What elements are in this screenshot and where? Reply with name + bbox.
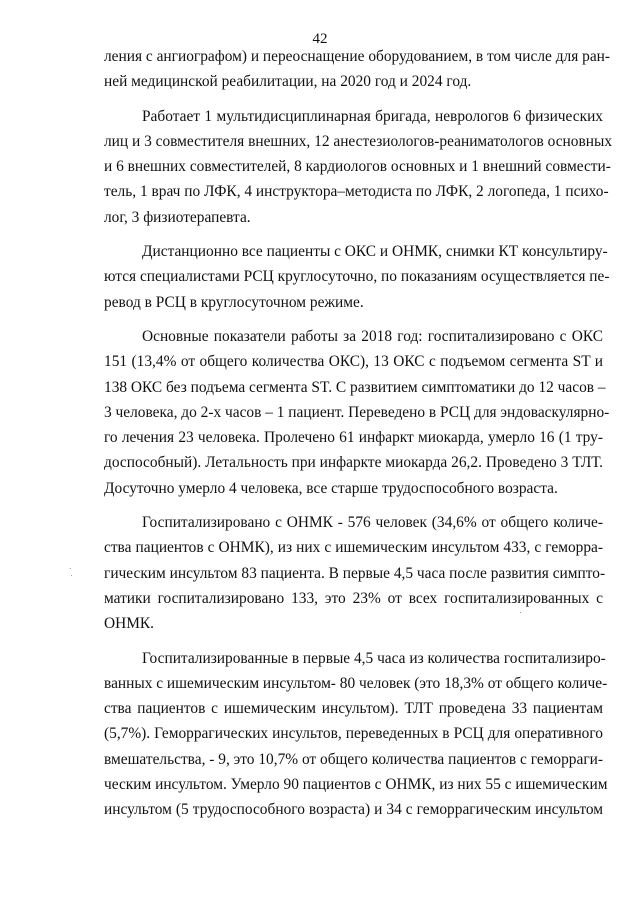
- scan-speck: [70, 568, 71, 569]
- paragraph: [104, 104, 613, 230]
- text-line: ревод в РСЦ в круглосуточном режиме.: [104, 293, 364, 311]
- text-line: и 6 внешних совместителей, 8 кардиологов основных и 1 внешний совмести-: [104, 158, 611, 176]
- text-line: лиц и 3 совместителя внешних, 12 анестезиологов-реаниматологов основных: [104, 132, 613, 150]
- text-line: Госпитализировано с ОНМК - 576 человек (34,6% от общего количе-: [142, 514, 603, 532]
- text-line: Основные показатели работы за 2018 год: госпитализировано с ОКС: [142, 327, 603, 345]
- text-line: тель, 1 врач по ЛФК, 4 инструктора–методиста по ЛФК, 2 логопеда, 1 психо-: [104, 183, 609, 201]
- text-line: ОНМК.: [104, 615, 155, 633]
- text-line: доспособный). Летальность при инфаркте миокарда 26,2. Проведено 3 ТЛТ.: [104, 454, 603, 472]
- paragraph: [104, 510, 606, 636]
- text-line: 138 ОКС без подъема сегмента ST. С развитием симптоматики до 12 часов –: [104, 378, 606, 396]
- text-line: (5,7%). Геморрагических инсультов, переведенных в РСЦ для оперативного: [104, 725, 603, 743]
- text-line: гическим инсультом 83 пациента. В первые 4,5 часа после развития симпто-: [104, 564, 606, 582]
- text-line: ления с ангиографом) и переоснащение оборудованием, в том числе для ран-: [104, 48, 611, 65]
- text-line: матики госпитализировано 133, это 23% от всех госпитализированных с: [104, 589, 603, 607]
- scan-speck: [71, 575, 72, 576]
- scan-speck: [520, 612, 521, 613]
- paragraph: [104, 239, 610, 315]
- text-line: ются специалистами РСЦ круглосуточно, по показаниям осуществляется пе-: [104, 268, 610, 286]
- page-number: 42: [312, 31, 328, 47]
- text-line: ства пациентов с ишемическим инсультом). ТЛТ проведена 33 пациентам: [104, 700, 603, 718]
- text-line: инсультом (5 трудоспособного возраста) и 34 с геморрагическим инсультом: [104, 801, 603, 819]
- paragraph: [104, 646, 608, 823]
- text-line: ней медицинской реабилитации, на 2020 год и 2024 год.: [104, 73, 472, 91]
- text-line: 3 человека, до 2-х часов – 1 пациент. Переведено в РСЦ для эндоваскулярно-: [104, 403, 610, 421]
- text-line: го лечения 23 человека. Пролечено 61 инфаркт миокарда, умерло 16 (1 тру-: [104, 429, 603, 447]
- text-line: Госпитализированные в первые 4,5 часа из количества госпитализиро-: [142, 649, 606, 667]
- text-line: ства пациентов с ОНМК), из них с ишемическим инсультом 433, с геморра-: [104, 539, 603, 557]
- text-line: лог, 3 физиотерапевта.: [104, 208, 251, 226]
- text-line: ческим инсультом. Умерло 90 пациентов с ОНМК, из них 55 с ишемическим: [104, 776, 608, 794]
- body-text: [104, 44, 613, 823]
- paragraph: [104, 44, 611, 95]
- text-line: Досуточно умерло 4 человека, все старше трудоспособного возраста.: [104, 479, 558, 497]
- text-line: 151 (13,4% от общего количества ОКС), 13 ОКС с подъемом сегмента ST и: [104, 353, 603, 371]
- text-line: Дистанционно все пациенты с ОКС и ОНМК, снимки КТ консультиру-: [142, 243, 608, 261]
- text-line: вмешательства, - 9, это 10,7% от общего количества пациентов с геморраги-: [104, 750, 603, 768]
- text-line: ванных с ишемическим инсультом- 80 человек (это 18,3% от общего количе-: [104, 674, 608, 692]
- paragraph: [104, 324, 610, 501]
- text-line: Работает 1 мультидисциплинарная бригада, неврологов 6 физических: [142, 107, 603, 125]
